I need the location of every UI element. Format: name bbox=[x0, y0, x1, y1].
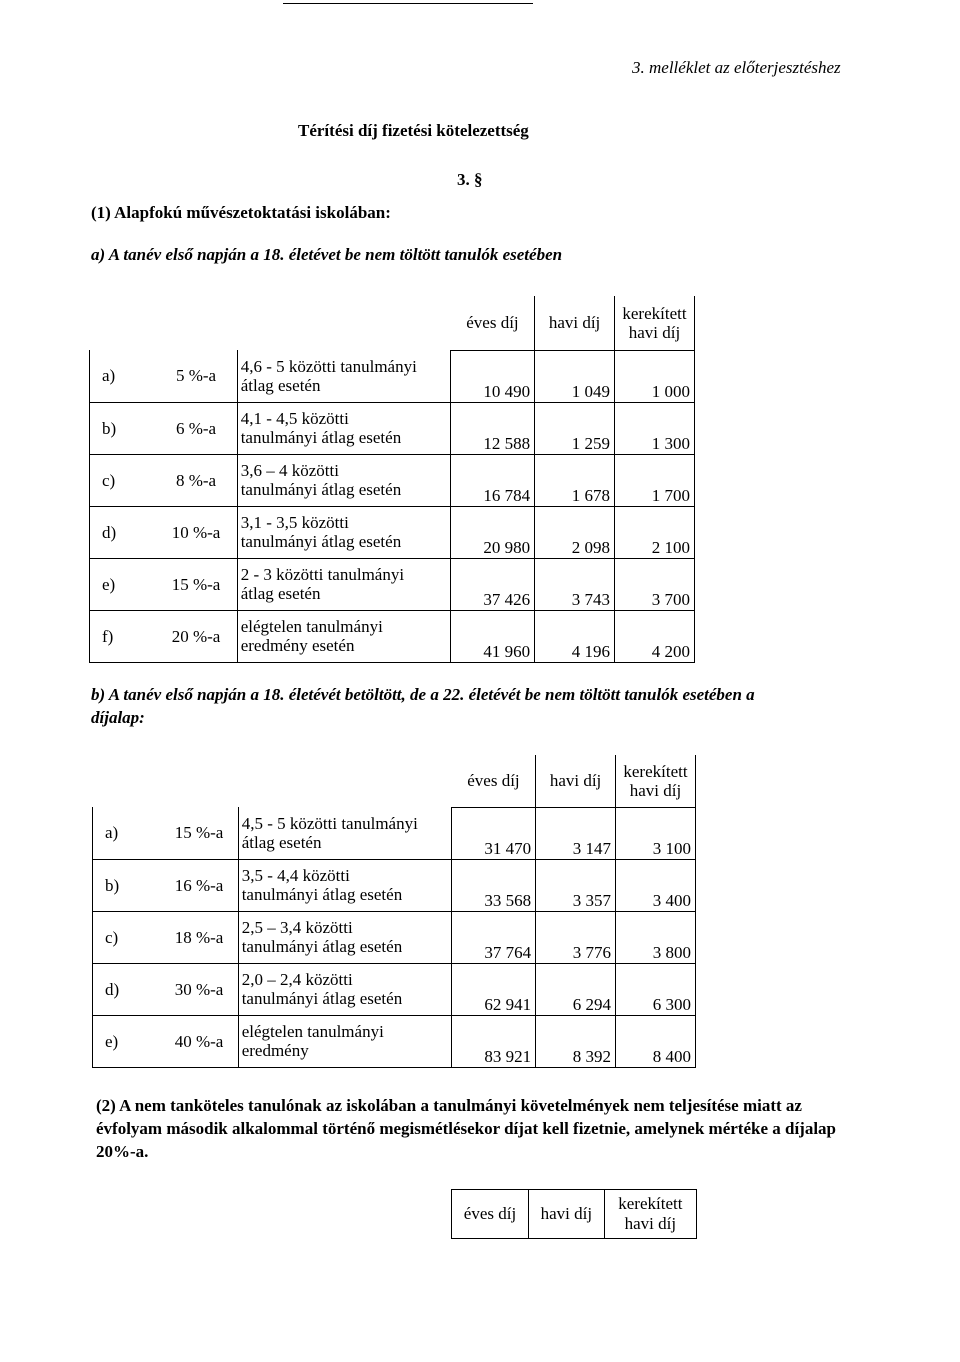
paragraph-2: (2) A nem tanköteles tanulónak az iskolában a tanulmányi követelmények nem teljesítése miatt az évfolyam második alkalommal történő megismétlésekor díjat kell fizetnie, amelynek mértéke a díjalap 20%-a. bbox=[96, 1096, 837, 1161]
row-annual-fee: 41 960 bbox=[451, 610, 535, 662]
row-condition bbox=[237, 558, 451, 610]
row-monthly-fee: 3 357 bbox=[536, 859, 616, 911]
row-monthly-fee: 3 743 bbox=[535, 558, 615, 610]
row-letter: d) bbox=[93, 963, 161, 1015]
row-monthly-fee: 2 098 bbox=[535, 506, 615, 558]
row-rounded-fee: 1 000 bbox=[614, 350, 694, 402]
row-letter: c) bbox=[93, 911, 161, 963]
row-condition bbox=[237, 350, 451, 402]
col-annual-fee: éves díj bbox=[452, 755, 536, 807]
col-annual-fee: éves díj bbox=[451, 296, 535, 350]
condition-line2: tanulmányi átlag esetén bbox=[240, 532, 402, 551]
condition-line1: elégtelen tanulmányi bbox=[241, 1022, 384, 1041]
row-percent: 40 %-a bbox=[160, 1015, 238, 1067]
row-condition bbox=[237, 610, 451, 662]
row-monthly-fee: 4 196 bbox=[535, 610, 615, 662]
condition-line1: 4,1 - 4,5 közötti bbox=[240, 409, 349, 428]
heading-a: a) A tanév első napján a 18. életévet be nem töltött tanulók esetében bbox=[91, 245, 563, 264]
col-rounded-monthly-fee bbox=[604, 1190, 696, 1239]
col-annual-fee: éves díj bbox=[452, 1190, 529, 1239]
annex-note: 3. melléklet az előterjesztéshez bbox=[632, 58, 841, 77]
table-row bbox=[93, 911, 696, 963]
row-rounded-fee: 4 200 bbox=[614, 610, 694, 662]
row-annual-fee: 37 426 bbox=[451, 558, 535, 610]
row-percent: 18 %-a bbox=[160, 911, 238, 963]
condition-line1: 3,5 - 4,4 közötti bbox=[241, 866, 350, 885]
row-percent: 6 %-a bbox=[155, 402, 237, 454]
row-monthly-fee: 1 678 bbox=[535, 454, 615, 506]
table-row bbox=[90, 506, 695, 558]
table-row bbox=[93, 1015, 696, 1067]
condition-line1: 3,1 - 3,5 közötti bbox=[240, 513, 349, 532]
row-rounded-fee: 3 100 bbox=[615, 807, 695, 859]
table-row bbox=[93, 963, 696, 1015]
table-row bbox=[93, 859, 696, 911]
row-letter: f) bbox=[90, 610, 156, 662]
condition-line2: eredmény bbox=[241, 1041, 309, 1060]
fee-table-b bbox=[92, 755, 696, 1068]
row-percent: 10 %-a bbox=[155, 506, 237, 558]
row-letter: b) bbox=[90, 402, 156, 454]
row-rounded-fee: 8 400 bbox=[615, 1015, 695, 1067]
col-rounded-line1: kerekített bbox=[618, 1194, 683, 1213]
row-letter: d) bbox=[90, 506, 156, 558]
row-letter: a) bbox=[93, 807, 161, 859]
col-rounded-monthly-fee bbox=[615, 755, 695, 807]
row-monthly-fee: 3 147 bbox=[536, 807, 616, 859]
condition-line1: 4,5 - 5 közötti tanulmányi bbox=[241, 813, 418, 833]
condition-line1: 2,0 – 2,4 közötti bbox=[241, 970, 353, 989]
heading-b-line2: díjalap: bbox=[91, 708, 145, 727]
table-row bbox=[90, 610, 695, 662]
document-title: Térítési díj fizetési kötelezettség bbox=[298, 121, 529, 140]
row-condition bbox=[238, 963, 452, 1015]
condition-line2: eredmény esetén bbox=[240, 636, 355, 655]
school-line: (1) Alapfokú művészetoktatási iskolában: bbox=[91, 203, 391, 222]
row-condition bbox=[237, 402, 451, 454]
row-letter: a) bbox=[90, 350, 156, 402]
condition-line2: átlag esetén bbox=[241, 832, 322, 852]
row-percent: 30 %-a bbox=[160, 963, 238, 1015]
row-rounded-fee: 6 300 bbox=[615, 963, 695, 1015]
condition-line2: átlag esetén bbox=[240, 584, 321, 603]
col-rounded-line2: havi díj bbox=[628, 322, 681, 342]
row-annual-fee: 62 941 bbox=[452, 963, 536, 1015]
row-monthly-fee: 1 259 bbox=[535, 402, 615, 454]
condition-line2: tanulmányi átlag esetén bbox=[241, 989, 403, 1008]
section-number: 3. § bbox=[457, 170, 483, 189]
condition-line2: tanulmányi átlag esetén bbox=[240, 428, 402, 447]
row-percent: 5 %-a bbox=[155, 350, 237, 402]
table-row bbox=[90, 454, 695, 506]
row-rounded-fee: 2 100 bbox=[614, 506, 694, 558]
row-monthly-fee: 3 776 bbox=[536, 911, 616, 963]
row-rounded-fee: 1 300 bbox=[614, 402, 694, 454]
header-spacer bbox=[93, 755, 452, 807]
condition-line1: 3,6 – 4 közötti bbox=[240, 461, 339, 480]
table-row bbox=[90, 402, 695, 454]
row-condition bbox=[238, 1015, 452, 1067]
fee-table-c-header bbox=[451, 1189, 697, 1239]
col-monthly-fee: havi díj bbox=[536, 755, 616, 807]
condition-line1: elégtelen tanulmányi bbox=[240, 617, 383, 636]
row-condition bbox=[238, 911, 452, 963]
condition-line1: 2 - 3 közötti tanulmányi bbox=[240, 565, 405, 584]
row-percent: 16 %-a bbox=[160, 859, 238, 911]
header-spacer bbox=[90, 296, 451, 350]
row-condition bbox=[237, 454, 451, 506]
condition-line2: átlag esetén bbox=[240, 375, 321, 395]
col-monthly-fee: havi díj bbox=[535, 296, 615, 350]
row-percent: 20 %-a bbox=[155, 610, 237, 662]
table-row bbox=[90, 350, 695, 402]
row-annual-fee: 10 490 bbox=[451, 350, 535, 402]
row-annual-fee: 37 764 bbox=[452, 911, 536, 963]
row-monthly-fee: 8 392 bbox=[536, 1015, 616, 1067]
row-rounded-fee: 3 700 bbox=[614, 558, 694, 610]
col-rounded-line1: kerekített bbox=[622, 303, 687, 323]
table-row bbox=[93, 807, 696, 859]
row-monthly-fee: 6 294 bbox=[536, 963, 616, 1015]
row-annual-fee: 16 784 bbox=[451, 454, 535, 506]
row-condition bbox=[237, 506, 451, 558]
row-annual-fee: 83 921 bbox=[452, 1015, 536, 1067]
row-letter: e) bbox=[90, 558, 156, 610]
col-rounded-line2: havi díj bbox=[624, 1214, 677, 1233]
row-rounded-fee: 3 800 bbox=[615, 911, 695, 963]
row-percent: 15 %-a bbox=[155, 558, 237, 610]
row-annual-fee: 12 588 bbox=[451, 402, 535, 454]
condition-line2: tanulmányi átlag esetén bbox=[240, 480, 402, 499]
row-letter: b) bbox=[93, 859, 161, 911]
col-rounded-line1: kerekített bbox=[623, 761, 688, 781]
row-letter: c) bbox=[90, 454, 156, 506]
row-annual-fee: 20 980 bbox=[451, 506, 535, 558]
row-rounded-fee: 3 400 bbox=[615, 859, 695, 911]
row-monthly-fee: 1 049 bbox=[535, 350, 615, 402]
row-rounded-fee: 1 700 bbox=[614, 454, 694, 506]
row-percent: 15 %-a bbox=[160, 807, 238, 859]
fee-table-a bbox=[89, 296, 695, 663]
col-monthly-fee: havi díj bbox=[528, 1190, 604, 1239]
row-letter: e) bbox=[93, 1015, 161, 1067]
top-rule bbox=[283, 3, 533, 4]
heading-b-line1: b) A tanév első napján a 18. életévét betöltött, de a 22. életévét be nem töltött tanulók esetében a bbox=[91, 685, 755, 704]
table-row bbox=[90, 558, 695, 610]
col-rounded-line2: havi díj bbox=[629, 780, 682, 800]
row-condition bbox=[238, 807, 452, 859]
condition-line1: 2,5 – 3,4 közötti bbox=[241, 918, 353, 937]
condition-line2: tanulmányi átlag esetén bbox=[241, 885, 403, 904]
condition-line1: 4,6 - 5 közötti tanulmányi bbox=[240, 356, 417, 376]
row-condition bbox=[238, 859, 452, 911]
row-percent: 8 %-a bbox=[155, 454, 237, 506]
condition-line2: tanulmányi átlag esetén bbox=[241, 937, 403, 956]
row-annual-fee: 31 470 bbox=[452, 807, 536, 859]
row-annual-fee: 33 568 bbox=[452, 859, 536, 911]
col-rounded-monthly-fee bbox=[614, 296, 694, 350]
